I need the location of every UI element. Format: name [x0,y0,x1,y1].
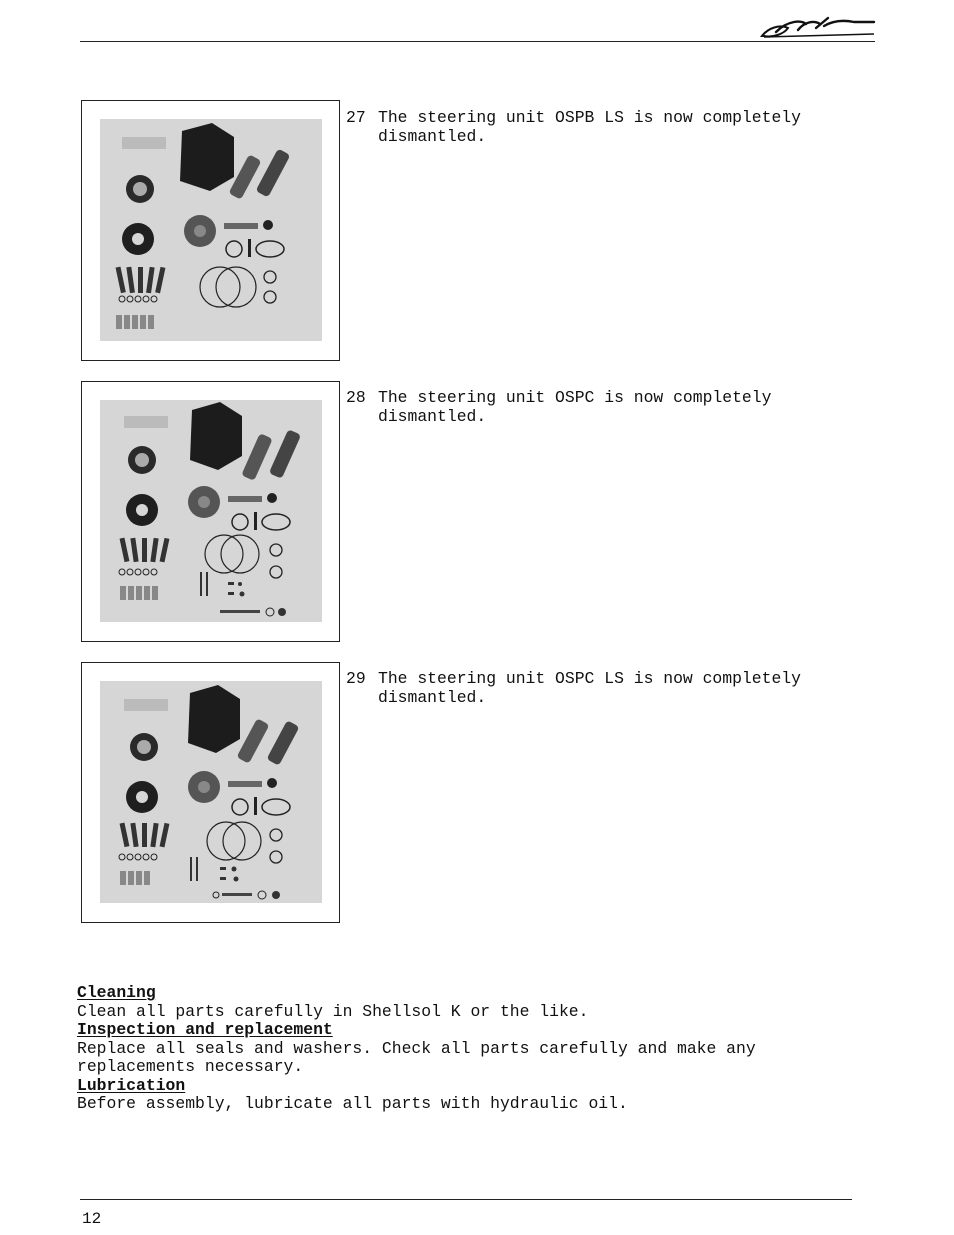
section-heading: Lubrication [77,1075,186,1095]
photo-dismantled-ospb-ls [100,119,322,341]
caption-line: dismantled. [378,688,487,707]
caption-28 [346,388,906,426]
section-body: Clean all parts carefully in Shellsol K or the like. [77,1001,589,1021]
caption-line: The steering unit OSPC is now completely [378,388,772,407]
photo-dismantled-ospc [100,400,322,622]
footer-rule [80,1199,852,1200]
caption-line: The steering unit OSPC LS is now completely [378,669,801,688]
section-lubrication [77,1077,877,1114]
caption-29 [346,669,906,707]
caption-line: The steering unit OSPB LS is now completely [378,108,801,127]
section-body: Replace all seals and washers. Check all parts carefully and make any replacements necessary. [77,1038,756,1076]
maintenance-sections [77,984,877,1114]
page-number: 12 [82,1210,102,1228]
parts-photo-icon [100,681,322,903]
section-body: Before assembly, lubricate all parts with hydraulic oil. [77,1094,628,1113]
parts-photo-icon [100,119,322,341]
section-heading: Cleaning [77,983,156,1002]
figure-28 [81,381,340,642]
parts-photo-icon [100,400,322,622]
figure-number: 27 [346,108,366,127]
figure-number: 28 [346,388,366,407]
caption-line: dismantled. [378,407,487,426]
photo-dismantled-ospc-ls [100,681,322,903]
section-heading: Inspection and replacement [77,1020,333,1039]
figure-27 [81,100,340,361]
danfoss-logo-icon [758,6,876,42]
figure-number: 29 [346,669,366,688]
section-cleaning [77,984,877,1021]
header-rule [80,41,875,42]
figure-29 [81,662,340,923]
caption-27 [346,108,906,146]
section-inspection [77,1021,877,1077]
caption-line: dismantled. [378,127,487,146]
